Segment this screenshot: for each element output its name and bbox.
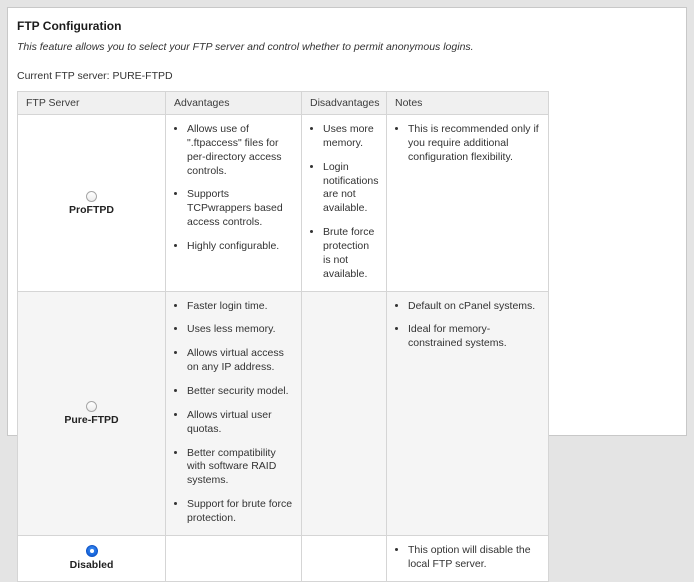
list-item: • Allows virtual access on any IP address. [187, 347, 293, 375]
ftp-configuration-panel [7, 7, 687, 572]
advantages-cell [166, 291, 302, 535]
list-item: • Better compatibility with software RAID systems. [187, 447, 293, 489]
advantages-cell [166, 115, 302, 292]
list-item: • Uses less memory. [187, 323, 293, 337]
notes-cell [387, 535, 549, 581]
list-item: • Allows use of ".ftpaccess" files for per-directory access controls. [187, 123, 293, 178]
notes-list [395, 300, 540, 352]
table-row [18, 535, 549, 581]
ftp-table-body [18, 115, 549, 582]
list-item: • This is recommended only if you require additional configuration flexibility. [408, 123, 540, 165]
ftp-server-radio[interactable] [86, 545, 98, 557]
disadvantages-cell [302, 115, 387, 292]
list-item: • Default on cPanel systems. [408, 300, 540, 314]
notes-list [395, 123, 540, 165]
current-ftp-server-status: Current FTP server: PURE-FTPD [17, 70, 173, 82]
ftp-server-comparison-table [17, 91, 549, 582]
list-item: • Better security model. [187, 385, 293, 399]
server-cell [18, 535, 166, 581]
ftp-server-radio[interactable] [86, 191, 97, 202]
column-header-ftp-server: FTP Server [18, 92, 166, 115]
table-row [18, 291, 549, 535]
column-header-disadvantages: Disadvantages [302, 92, 387, 115]
page-title: FTP Configuration [17, 19, 122, 33]
server-label: ProFTPD [69, 203, 114, 216]
column-header-advantages: Advantages [166, 92, 302, 115]
disadvantages-cell [302, 291, 387, 535]
list-item: • Allows virtual user quotas. [187, 409, 293, 437]
list-item: • Support for brute force protection. [187, 498, 293, 526]
server-label: Disabled [69, 559, 114, 572]
list-item: • Supports TCPwrappers based access controls. [187, 188, 293, 230]
list-item: • Faster login time. [187, 300, 293, 314]
ftp-server-radio[interactable] [86, 401, 97, 412]
list-item: • This option will disable the local FTP server. [408, 544, 540, 572]
table-header-row [18, 92, 549, 115]
notes-cell [387, 291, 549, 535]
advantages-cell [166, 535, 302, 581]
list-item: • Highly configurable. [187, 240, 293, 254]
list-item: • Login notifications are not available. [323, 161, 378, 216]
disadvantages-list [310, 123, 378, 282]
column-header-notes: Notes [387, 92, 549, 115]
server-label: Pure-FTPD [64, 414, 119, 427]
server-cell [18, 115, 166, 292]
notes-cell [387, 115, 549, 292]
advantages-list [174, 300, 293, 526]
notes-list [395, 544, 540, 572]
list-item: • Brute force protection is not available. [323, 226, 378, 281]
server-cell [18, 291, 166, 535]
page-subtitle: This feature allows you to select your FTP server and control whether to permit anonymous logins. [17, 41, 474, 53]
list-item: • Ideal for memory-constrained systems. [408, 323, 540, 351]
advantages-list [174, 123, 293, 254]
table-row [18, 115, 549, 292]
disadvantages-cell [302, 535, 387, 581]
list-item: • Uses more memory. [323, 123, 378, 151]
